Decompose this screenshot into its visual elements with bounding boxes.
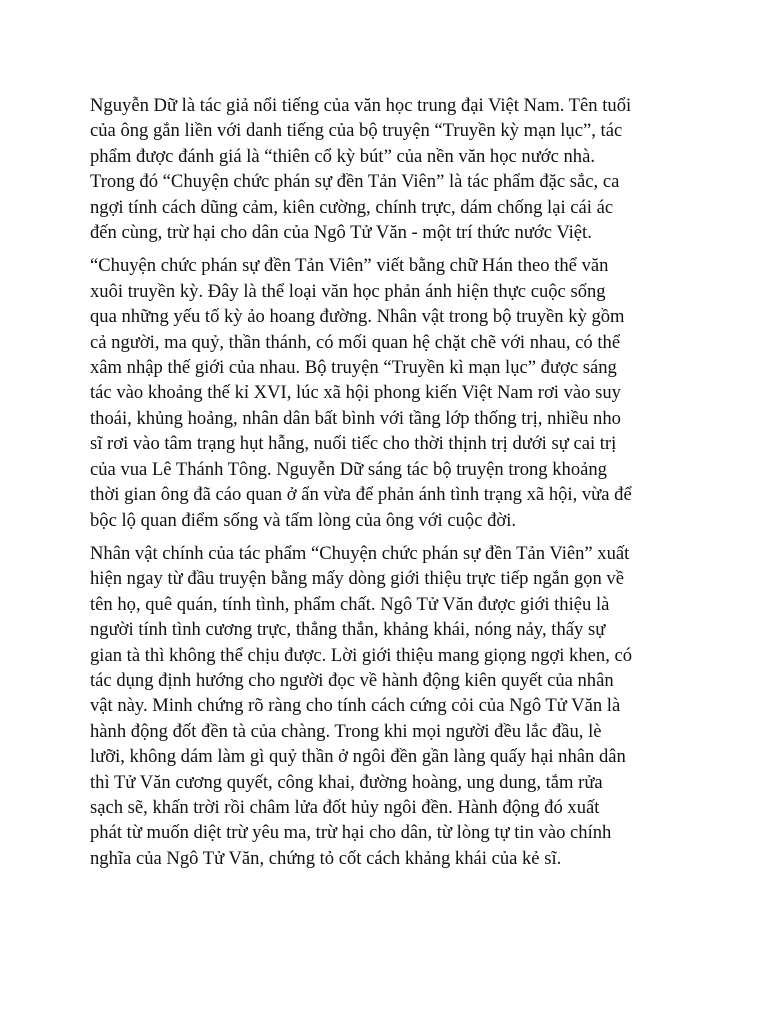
text-line: xuôi truyền kỳ. Đây là thể loại văn học phản ánh hiện thực cuộc sống [90,280,606,302]
text-line: hiện ngay từ đầu truyện bằng mấy dòng giới thiệu trực tiếp ngắn gọn về [90,568,624,590]
text-line: Nguyễn Dữ là tác giả nổi tiếng của văn học trung đại Việt Nam. Tên tuổi [90,95,632,116]
text-line: người tính tình cương trực, thẳng thắn, khảng khái, nóng nảy, thấy sự [90,619,606,641]
text-line: ngợi tính cách dũng cảm, kiên cường, chính trực, dám chống lại cái ác [90,196,614,218]
text-line: phẩm được đánh giá là “thiên cổ kỳ bút” của nền văn học nước nhà. [90,145,596,167]
text-line: sạch sẽ, khấn trời rồi châm lửa đốt hủy ngôi đền. Hành động đó xuất [90,796,600,818]
text-line: tác dụng định hướng cho người đọc về hành động kiên quyết của nhân [90,669,614,691]
text-line: của ông gắn liền với danh tiếng của bộ truyện “Truyền kỳ mạn lục”, tác [90,120,623,142]
text-line: cả người, ma quỷ, thần thánh, có mối quan hệ chặt chẽ với nhau, có thể [90,331,621,353]
text-line: đến cùng, trừ hại cho dân của Ngô Tử Văn - một trí thức nước Việt. [90,222,592,244]
text-line: vật này. Minh chứng rõ ràng cho tính cách cứng cỏi của Ngô Tử Văn là [90,695,621,717]
text-line: lưỡi, không dám làm gì quỷ thần ở ngôi đền gần làng quấy hại nhân dân [90,746,626,768]
text-line: “Chuyện chức phán sự đền Tản Viên” viết bằng chữ Hán theo thể văn [90,255,609,277]
paragraph-3 [90,541,694,871]
text-line: của vua Lê Thánh Tông. Nguyễn Dữ sáng tác bộ truyện trong khoảng [90,458,607,480]
text-line: tên họ, quê quán, tính tình, phẩm chất. Ngô Tử Văn được giới thiệu là [90,593,610,615]
paragraph-1 [90,93,694,245]
text-line: nghĩa của Ngô Tử Văn, chứng tỏ cốt cách khảng khái của kẻ sĩ. [90,847,562,869]
text-line: hành động đốt đền tà của chàng. Trong khi mọi người đều lắc đầu, lè [90,720,602,742]
text-line: bộc lộ quan điểm sống và tấm lòng của ông với cuộc đời. [90,509,517,531]
text-line: phát từ muốn diệt trừ yêu ma, trừ hại cho dân, từ lòng tự tin vào chính [90,822,612,844]
text-line: tác vào khoảng thế kỉ XVI, lúc xã hội phong kiến Việt Nam rơi vào suy [90,382,621,404]
text-line: thời gian ông đã cáo quan ở ẩn vừa để phản ánh tình trạng xã hội, vừa để [90,484,632,506]
document-page [90,93,694,879]
text-line: gian tà thì không thể chịu được. Lời giới thiệu mang giọng ngợi khen, có [90,644,633,666]
text-line: qua những yếu tố kỳ ảo hoang đường. Nhân vật trong bộ truyền kỳ gồm [90,306,625,328]
text-line: Nhân vật chính của tác phẩm “Chuyện chức phán sự đền Tản Viên” xuất [90,542,630,564]
text-line: thoái, khủng hoảng, nhân dân bất bình với tầng lớp thống trị, nhiều nho [90,407,621,429]
text-line: thì Tử Văn cương quyết, công khai, đường hoàng, ung dung, tắm rửa [90,771,603,793]
text-line: sĩ rơi vào tâm trạng hụt hẫng, nuối tiếc cho thời thịnh trị dưới sự cai trị [90,433,617,455]
paragraph-2 [90,253,694,532]
text-line: Trong đó “Chuyện chức phán sự đền Tản Viên” là tác phẩm đặc sắc, ca [90,171,620,193]
text-line: xâm nhập thế giới của nhau. Bộ truyện “Truyền kì mạn lục” được sáng [90,357,617,379]
